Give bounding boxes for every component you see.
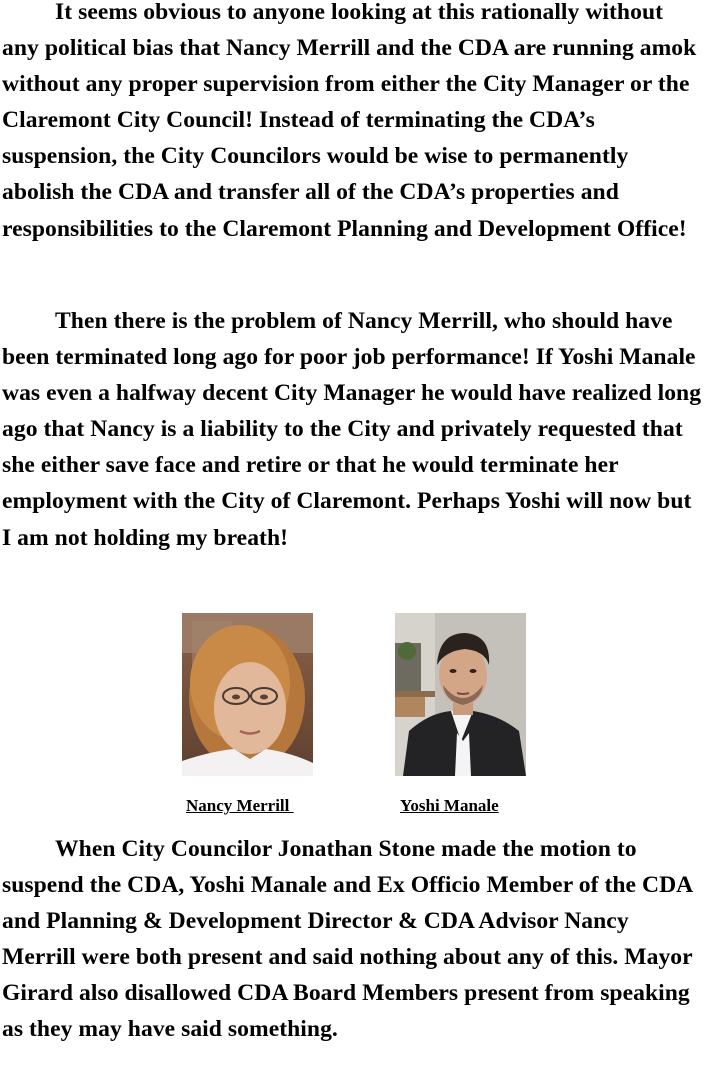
nancy-merrill-caption: Nancy Merrill <box>186 796 294 815</box>
yoshi-manale-caption: Yoshi Manale <box>400 796 499 815</box>
paragraph-3: When City Councilor Jonathan Stone made the motion to suspend the CDA, Yoshi Manale and Ex Officio Member of the CDA and Planning & Development Director & CDA Advisor Nancy Merrill were both present and said nothing about any of this. Mayor Girard also disallowed CDA Board Members present from speaking as they may have said something. <box>2 836 693 1043</box>
paragraph-1: It seems obvious to anyone looking at this rationally without any political bias that Nancy Merrill and the CDA are running amok without any proper supervision from either the City Manager or the Claremont City Council! Instead of terminating the CDA’s suspension, the City Councilors would be wise to permanently abolish the CDA and transfer all of the CDA’s properties and responsibilities to the Claremont Planning and Development Office! <box>2 0 697 242</box>
portrait-icon <box>182 613 313 776</box>
paragraph-2: Then there is the problem of Nancy Merrill, who should have been terminated long ago for poor job performance! If Yoshi Manale was even a halfway decent City Manager he would have realized long ago that Nancy is a liability to the City and privately requested that she either save face and retire or that he would terminate her employment with the City of Claremont. Perhaps Yoshi will now but I am not holding my breath! <box>2 308 702 551</box>
yoshi-manale-photo <box>395 613 526 776</box>
portrait-icon <box>395 613 526 776</box>
nancy-merrill-photo <box>182 613 313 776</box>
